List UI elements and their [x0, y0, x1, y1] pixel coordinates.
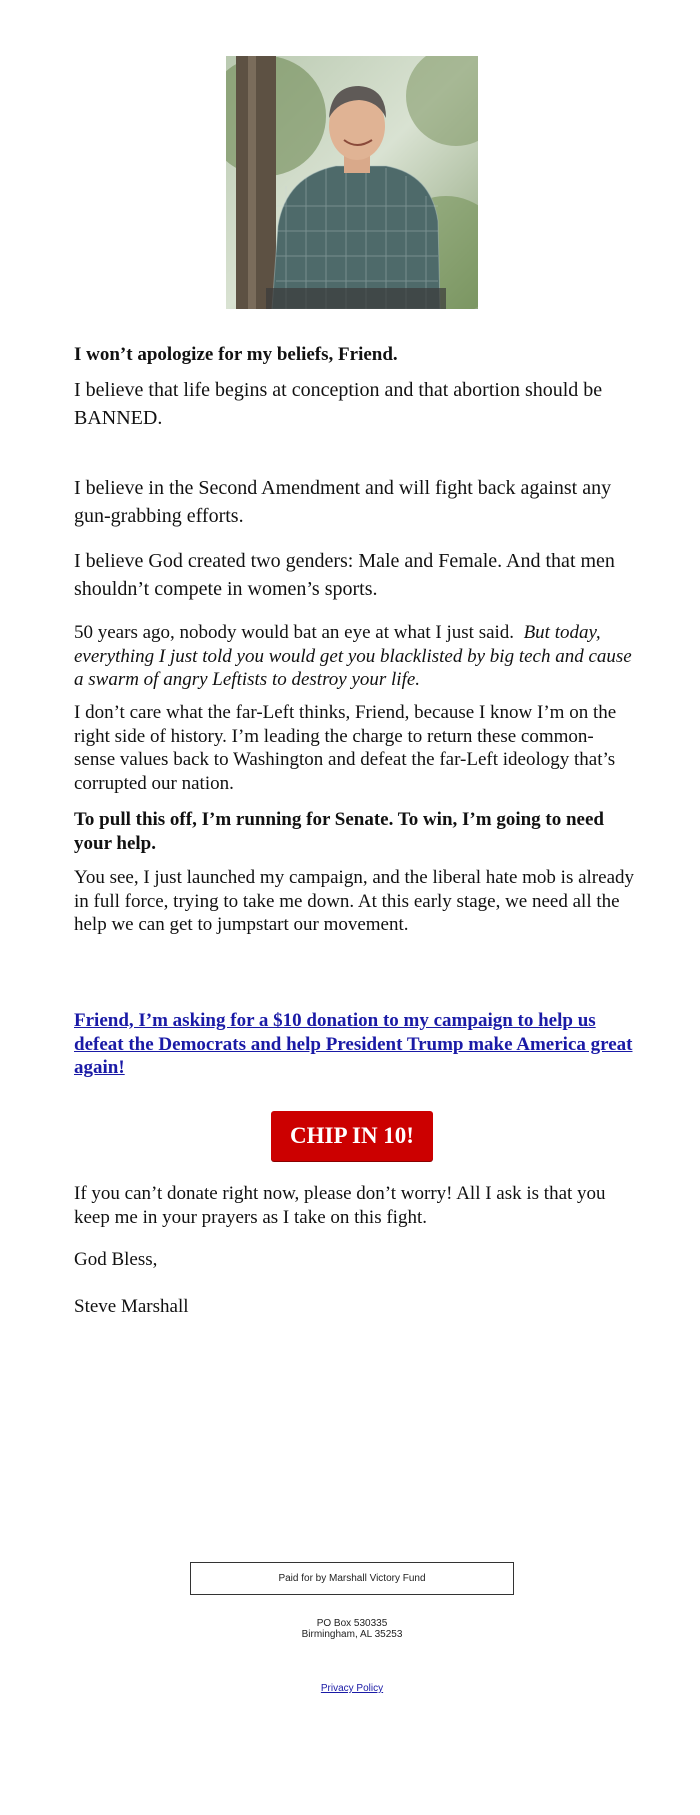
paragraph-fifty-years [74, 621, 634, 692]
paragraph-prayers: If you can’t donate right now, please don’t worry! All I ask is that you keep me in your prayers as I take on this fight. [74, 1183, 606, 1228]
headline: I won’t apologize for my beliefs, Friend. [74, 344, 398, 365]
paragraph-far-left: I don’t care what the far-Left thinks, Friend, because I know I’m on the right side of history. I’m leading the charge to return these common-sense values back to Washington and defeat the far-Left ideology that’s corrupted our nation. [74, 702, 617, 794]
signature: Steve Marshall [74, 1296, 189, 1317]
mailing-address [200, 1618, 504, 1640]
address-line-1: PO Box 530335 [316, 1618, 388, 1629]
paragraph-campaign: You see, I just launched my campaign, and the liberal hate mob is already in full force, trying to take me down. At this early stage, we need all the help we can get to jumpstart our movement. [74, 867, 634, 935]
closing: God Bless, [74, 1249, 158, 1270]
paid-for-disclaimer: Paid for by Marshall Victory Fund [190, 1562, 514, 1595]
paragraph-fifty-years-regular: 50 years ago, nobody would bat an eye at what I just said. [74, 622, 515, 643]
candidate-photo [226, 56, 478, 309]
candidate-portrait-icon [226, 56, 478, 309]
paragraph-abortion: I believe that life begins at conception and that abortion should be BANNED. [74, 379, 603, 429]
address-line-2: Birmingham, AL 35253 [301, 1629, 403, 1640]
paragraph-genders: I believe God created two genders: Male and Female. And that men shouldn’t compete in women’s sports. [74, 550, 615, 600]
chip-in-button[interactable]: CHIP IN 10! [271, 1111, 433, 1161]
donation-ask-link[interactable]: Friend, I’m asking for a $10 donation to my campaign to help us defeat the Democrats and help President Trump make America great again! [74, 1010, 633, 1078]
privacy-policy-link[interactable]: Privacy Policy [320, 1683, 384, 1694]
paragraph-fifty-years-italic: But today, everything I just told you would get you blacklisted by big tech and cause a swarm of angry Leftists to destroy your life. [74, 622, 632, 690]
paragraph-senate: To pull this off, I’m running for Senate. To win, I’m going to need your help. [74, 809, 604, 854]
paragraph-second-amendment: I believe in the Second Amendment and will fight back against any gun-grabbing efforts. [74, 477, 612, 527]
